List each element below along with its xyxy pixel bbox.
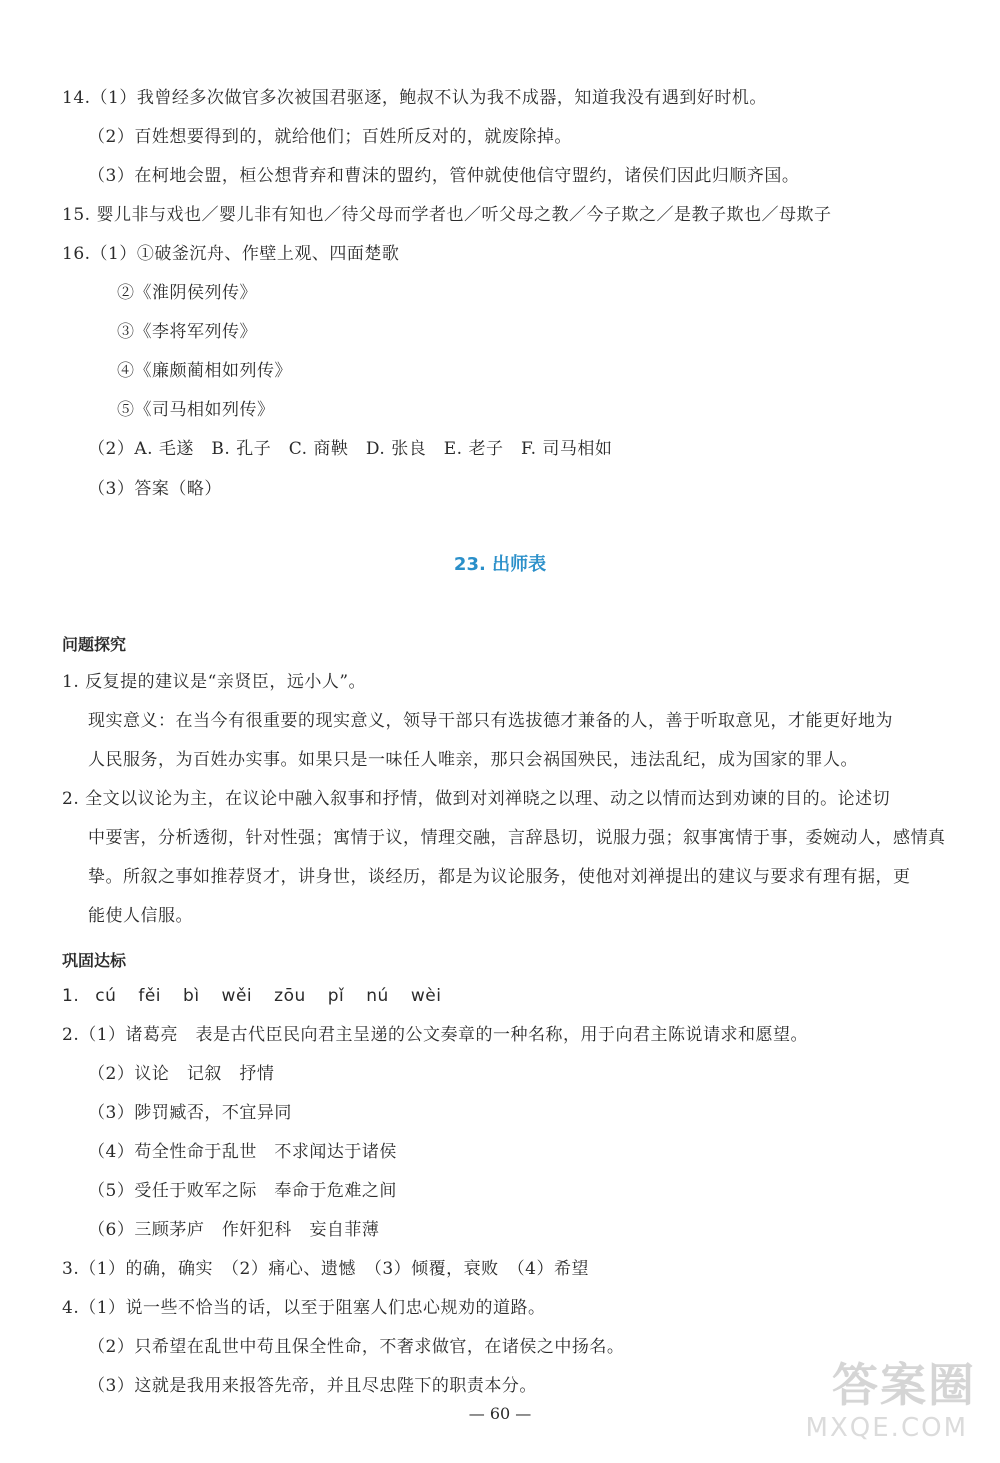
watermark-logo [746, 1349, 976, 1449]
answer-16-1: 16.（1）①破釜沉舟、作壁上观、四面楚歌 [62, 244, 400, 264]
pinyin-1: cú [95, 986, 117, 1006]
answer-16-1-5: ⑤《司马相如列传》 [117, 400, 275, 420]
section-title: 23. 出师表 [453, 554, 547, 575]
inquiry-heading: 问题探究 [62, 635, 127, 654]
consolidate-q2-5: （5）受任于败军之际 奉命于危难之间 [88, 1181, 397, 1201]
inquiry-q1-a: 1. 反复提的建议是“亲贤臣，远小人”。 [62, 672, 367, 692]
answer-14-1: 14.（1）我曾经多次做官多次被国君驱逐，鲍叔不认为我不成器，知道我没有遇到好时机。 [62, 88, 767, 108]
answer-16-1-4: ④《廉颇蔺相如列传》 [117, 361, 292, 381]
answer-14-3: （3）在柯地会盟，桓公想背弃和曹沫的盟约，管仲就使他信守盟约，诸侯们因此归顺齐国。 [88, 166, 800, 186]
inquiry-q2-c: 挚。所叙之事如推荐贤才，讲身世，谈经历，都是为议论服务，使他对刘禅提出的建议与要求有理有据，更 [88, 867, 911, 887]
consolidate-q2-1: 2.（1）诸葛亮 表是古代臣民向君主呈递的公文奏章的一种名称，用于向君主陈说请求和愿望。 [62, 1025, 809, 1045]
watermark-sub-text: MXQE.COM [805, 1413, 968, 1443]
answer-16-3: （3）答案（略） [88, 479, 222, 499]
consolidate-q2-6: （6）三顾茅庐 作奸犯科 妄自菲薄 [88, 1220, 380, 1240]
inquiry-q2-d: 能使人信服。 [88, 906, 193, 926]
inquiry-q2-b: 中要害，分析透彻，针对性强；寓情于议，情理交融，言辞恳切，说服力强；叙事寓情于事，委婉动人，感情真 [88, 828, 946, 848]
pinyin-answers [62, 984, 463, 1008]
answer-16-2: （2）A. 毛遂 B. 孔子 C. 商鞅 D. 张良 E. 老子 F. 司马相如 [88, 439, 613, 459]
consolidate-q2-2: （2）议论 记叙 抒情 [88, 1064, 275, 1084]
inquiry-q1-b: 现实意义：在当今有很重要的现实意义，领导干部只有选拔德才兼备的人，善于听取意见，才能更好地为 [88, 711, 893, 731]
answer-16-1-3: ③《李将军列传》 [117, 322, 257, 342]
consolidate-q4-1: 4.（1）说一些不恰当的话，以至于阻塞人们忠心规劝的道路。 [62, 1298, 546, 1318]
inquiry-q2-a: 2. 全文以议论为主，在议论中融入叙事和抒情，做到对刘禅晓之以理、动之以情而达到劝谏的目的。论述切 [62, 789, 891, 809]
consolidate-q3: 3.（1）的确，确实 （2）痛心、遗憾 （3）倾覆，衰败 （4）希望 [62, 1259, 589, 1279]
watermark-main-text: 答案圈 [832, 1358, 976, 1412]
consolidate-q4-2: （2）只希望在乱世中苟且保全性命，不奢求做官，在诸侯之中扬名。 [88, 1337, 625, 1357]
pinyin-8: wèi [410, 986, 442, 1006]
answer-14-2: （2）百姓想要得到的，就给他们；百姓所反对的，就废除掉。 [88, 127, 572, 147]
pinyin-5: zōu [274, 986, 306, 1006]
answer-16-1-2: ②《淮阴侯列传》 [117, 283, 257, 303]
inquiry-q1-c: 人民服务，为百姓办实事。如果只是一味任人唯亲，那只会祸国殃民，违法乱纪，成为国家的罪人。 [88, 750, 858, 770]
pinyin-6: pǐ [327, 986, 345, 1006]
pinyin-2: fěi [138, 986, 162, 1006]
answer-15: 15. 婴儿非与戏也／婴儿非有知也／待父母而学者也／听父母之教／今子欺之／是教子欺也／母欺子 [62, 205, 832, 225]
pinyin-4: wěi [221, 986, 253, 1006]
consolidate-heading: 巩固达标 [62, 951, 127, 970]
pinyin-3: bì [183, 986, 200, 1006]
pinyin-label: 1. [62, 986, 80, 1006]
consolidate-q2-4: （4）苟全性命于乱世 不求闻达于诸侯 [88, 1142, 397, 1162]
consolidate-q2-3: （3）陟罚臧否，不宜异同 [88, 1103, 292, 1123]
consolidate-q4-3: （3）这就是我用来报答先帝，并且尽忠陛下的职责本分。 [88, 1376, 537, 1396]
pinyin-7: nú [366, 986, 389, 1006]
page-number: — 60 — [468, 1404, 532, 1423]
